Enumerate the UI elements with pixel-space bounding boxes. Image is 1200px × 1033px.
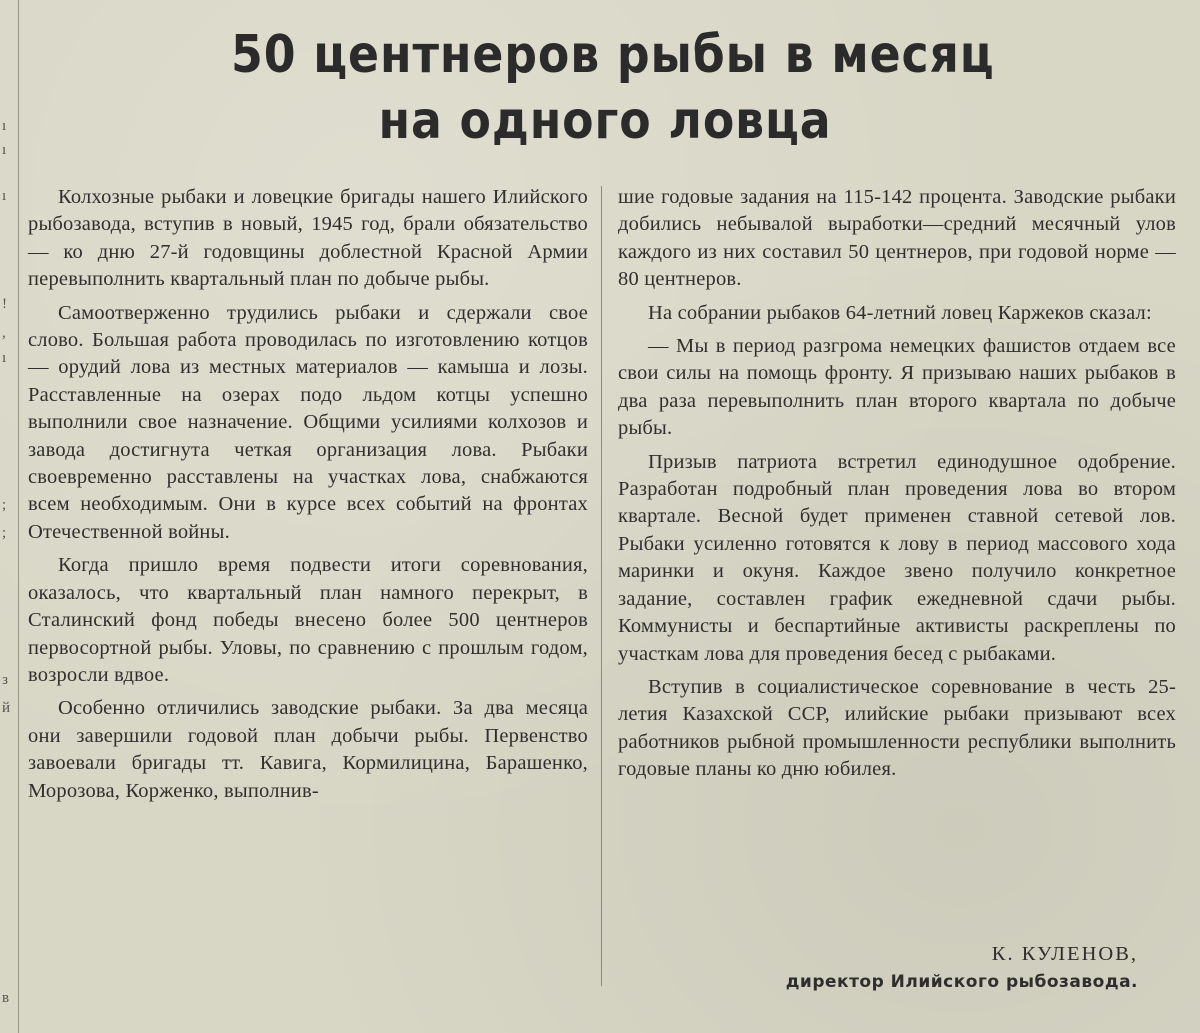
margin-glyph: з <box>2 672 8 688</box>
margin-glyph: ; <box>2 497 7 513</box>
margin-glyph: ı <box>2 142 7 158</box>
paragraph: Вступив в социалистическое соревнование в честь 25-летия Казахской ССР, илийские рыбаки призывают всех работников рыбной промышленности республики выполнить годовые планы ко дню юбилея. <box>618 675 1176 781</box>
paragraph: Самоотверженно трудились рыбаки и сдержали свое слово. Большая работа проводилась по изготовлению котцов — орудий лова из местных материалов — камыша и лозы. Расставленные на озерах подо льдом котцы успешно выполнили свое назначение. Общими усилиями колхозов и завода достигнута четкая организация лова. Рыбаки своевременно расставлены на участках лова, снабжаются всем необходимым. Они в курсе всех событий на фронтах Отечественной войны. <box>28 301 588 543</box>
margin-glyph: , <box>2 325 6 341</box>
paragraph: Особенно отличились заводские рыбаки. За два месяца они завершили годовой план добычи рыбы. Первенство завоевали бригады тт. Кавига, Кормилицина, Барашенко, Морозова, Корженко, выполнив- <box>28 697 588 802</box>
margin-glyph: ı <box>2 118 7 134</box>
right-column <box>618 184 1176 790</box>
margin-glyph: ı <box>2 188 7 204</box>
margin-glyph: ı <box>2 350 7 366</box>
left-column <box>28 184 588 811</box>
left-margin-fragment <box>0 0 19 1033</box>
paragraph: Призыв патриота встретил единодушное одобрение. Разработан подробный план проведения лова во втором квартале. Весной будет применен ставной сетевой лов. Рыбаки усиленно готовятся к лову в период массового хода маринки и окуня. Каждое звено получило конкретное задание, составлен график ежедневной сдачи рыбы. Коммунисты и беспартийные активисты раскреплены по участкам лова для проведения бесед с рыбаками. <box>618 450 1176 665</box>
paragraph: Когда пришло время подвести итоги соревнования, оказалось, что квартальный план намного перекрыт, в Сталинский фонд победы внесено более 500 центнеров первосортной рыбы. Уловы, по сравнению с прошлым годом, возросли вдвое. <box>28 554 588 686</box>
headline-line-1: 50 центнеров рыбы в месяц <box>231 25 995 85</box>
margin-glyph: в <box>2 990 10 1006</box>
paragraph: шие годовые задания на 115-142 процента. Заводские рыбаки добились небывалой выработки—средний месячный улов каждого из них составил 50 центнеров, при годовой норме —80 центнеров. <box>618 186 1176 291</box>
paragraph: — Мы в период разгрома немецких фашистов отдаем все свои силы на помощь фронту. Я призываю наших рыбаков в два раза перевыполнить план второго квартала по добыче рыбы. <box>618 335 1176 440</box>
column-divider <box>601 186 602 986</box>
margin-glyph: й <box>2 700 11 716</box>
headline-line-2: на одного ловца <box>378 91 832 151</box>
margin-glyph: ; <box>2 525 7 541</box>
article-headline <box>231 22 995 154</box>
author-name: К. КУЛЕНОВ, <box>991 943 1138 965</box>
paragraph: Колхозные рыбаки и ловецкие бригады нашего Илийского рыбозавода, вступив в новый, 1945 год, брали обязательство — ко дню 27-й годовщины доблестной Красной Армии перевыполнить квартальный план по добыче рыбы. <box>28 186 588 291</box>
author-title: директор Илийского рыбозавода. <box>785 972 1138 992</box>
paragraph: На собрании рыбаков 64-летний ловец Каржеков сказал: <box>648 301 1152 324</box>
margin-glyph: ! <box>2 296 7 312</box>
